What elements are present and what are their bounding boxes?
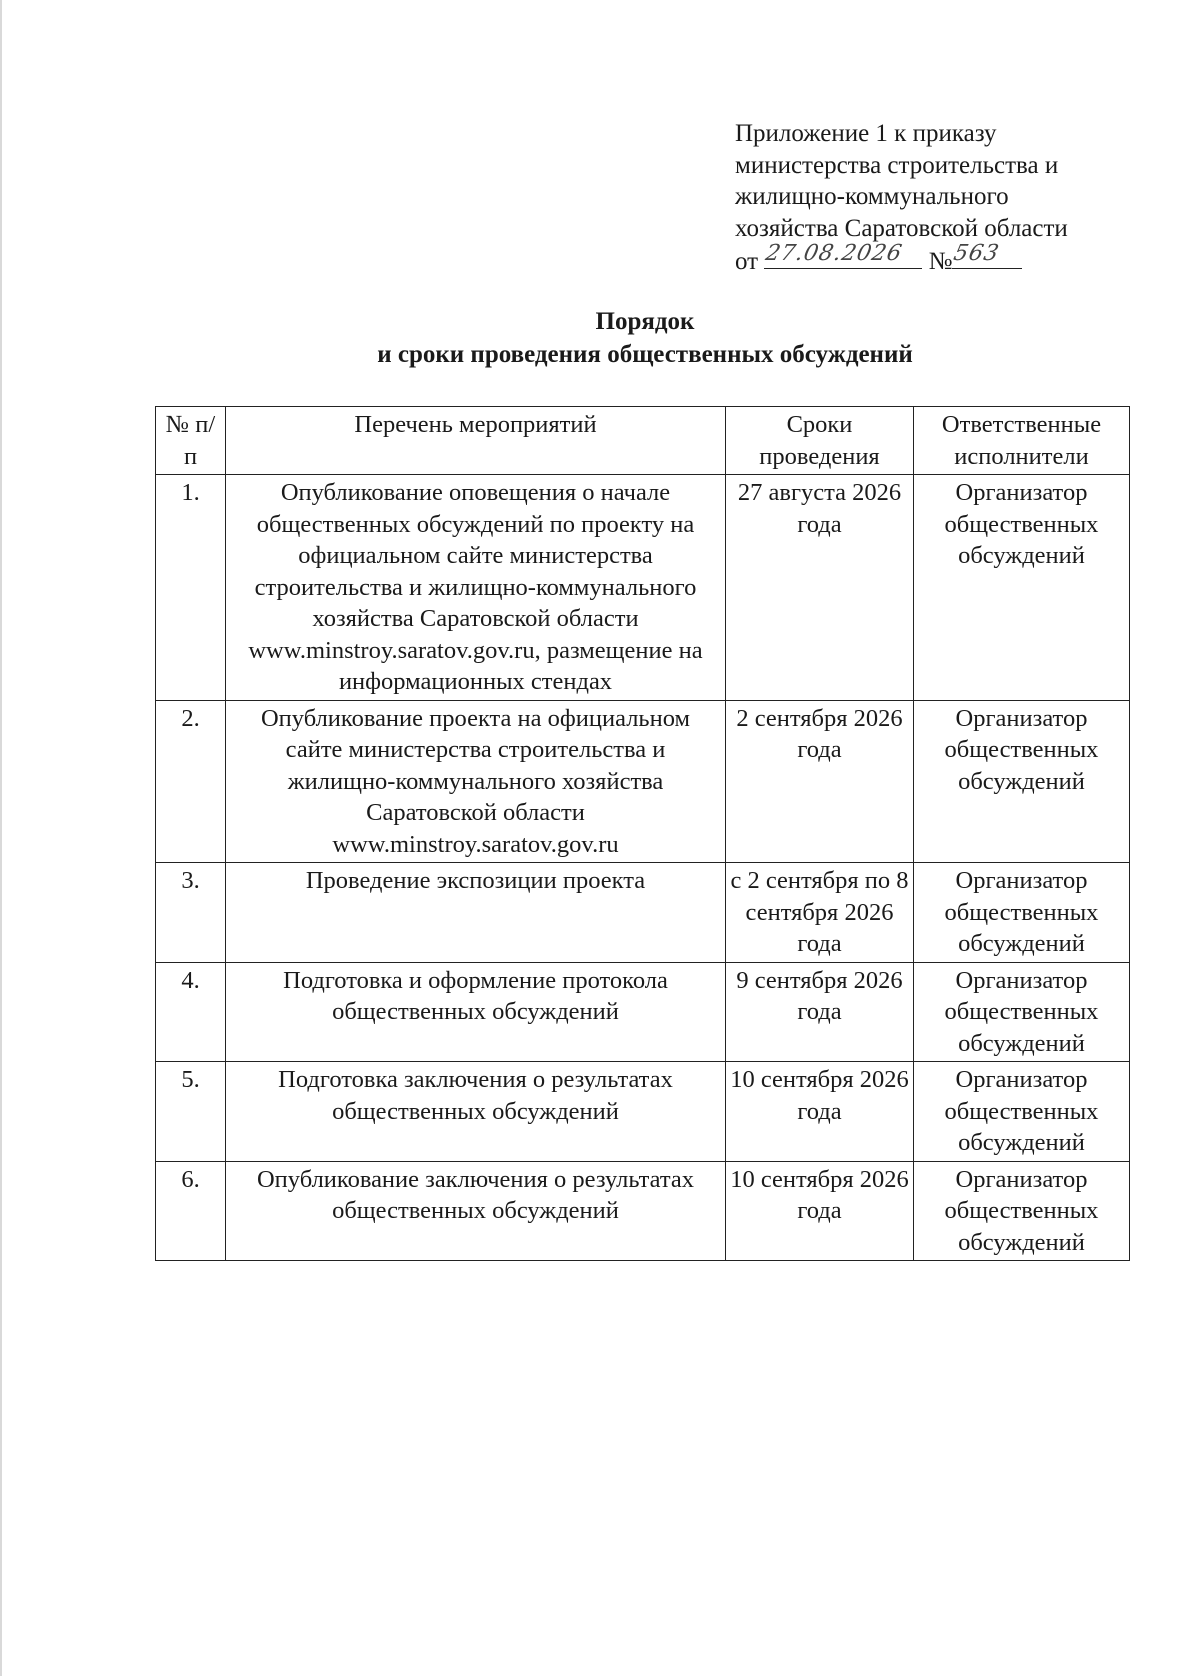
handwritten-date: 27.08.2026 bbox=[764, 244, 922, 269]
table-row bbox=[156, 962, 1130, 1062]
table-row bbox=[156, 1062, 1130, 1162]
header-date-line bbox=[735, 240, 1155, 278]
row-responsible: Организатор общественных обсуждений bbox=[914, 1062, 1130, 1162]
row-responsible: Организатор общественных обсуждений bbox=[914, 1161, 1130, 1261]
title-line: и сроки проведения общественных обсуждений bbox=[377, 341, 913, 368]
table-header-row bbox=[156, 407, 1130, 475]
header-cell-number: № п/п bbox=[156, 407, 226, 475]
handwritten-number: 563 bbox=[952, 244, 1022, 269]
row-number: 1. bbox=[156, 475, 226, 701]
table-row bbox=[156, 1161, 1130, 1261]
row-responsible: Организатор общественных обсуждений bbox=[914, 475, 1130, 701]
row-number: 6. bbox=[156, 1161, 226, 1261]
row-responsible: Организатор общественных обсуждений bbox=[914, 962, 1130, 1062]
row-date: с 2 сентября по 8 сентября 2026 года bbox=[726, 863, 914, 963]
row-date: 2 сентября 2026 года bbox=[726, 700, 914, 863]
title-line: Порядок bbox=[595, 308, 695, 335]
scan-edge bbox=[0, 0, 2, 1676]
row-number: 4. bbox=[156, 962, 226, 1062]
header-line: министерства строительства и bbox=[735, 151, 1059, 179]
row-activity: Опубликование заключения о результатах общественных обсуждений bbox=[226, 1161, 726, 1261]
row-date: 10 сентября 2026 года bbox=[726, 1062, 914, 1162]
row-activity: Подготовка заключения о результатах общественных обсуждений bbox=[226, 1062, 726, 1162]
from-label: от bbox=[735, 248, 759, 275]
row-activity: Проведение экспозиции проекта bbox=[226, 863, 726, 963]
table-row bbox=[156, 700, 1130, 863]
header-line: хозяйства Саратовской области bbox=[735, 214, 1068, 242]
row-date: 10 сентября 2026 года bbox=[726, 1161, 914, 1261]
table-row bbox=[156, 863, 1130, 963]
row-number: 5. bbox=[156, 1062, 226, 1162]
row-responsible: Организатор общественных обсуждений bbox=[914, 700, 1130, 863]
header-cell-responsible: Ответственные исполнители bbox=[914, 407, 1130, 475]
header-cell-date: Сроки проведения bbox=[726, 407, 914, 475]
header-line: жилищно-коммунального bbox=[735, 183, 1009, 210]
table-row bbox=[156, 475, 1130, 701]
schedule-table bbox=[155, 406, 1130, 1261]
row-activity: Подготовка и оформление протокола общественных обсуждений bbox=[226, 962, 726, 1062]
row-activity: Опубликование проекта на официальном сайте министерства строительства и жилищно-коммунального хозяйства Саратовской области www.minstroy.saratov.gov.ru bbox=[226, 700, 726, 863]
header-line: Приложение 1 к приказу bbox=[735, 120, 997, 147]
row-date: 9 сентября 2026 года bbox=[726, 962, 914, 1062]
row-responsible: Организатор общественных обсуждений bbox=[914, 863, 1130, 963]
number-label: № bbox=[928, 248, 953, 275]
row-number: 3. bbox=[156, 863, 226, 963]
header-cell-activity: Перечень мероприятий bbox=[226, 407, 726, 475]
appendix-header bbox=[735, 118, 1155, 278]
row-date: 27 августа 2026 года bbox=[726, 475, 914, 701]
row-activity: Опубликование оповещения о начале общественных обсуждений по проекту на официальном сайте министерства строительства и жилищно-коммунального хозяйства Саратовской области www.minstroy.saratov.gov.ru, размещение на информационных стендах bbox=[226, 475, 726, 701]
row-number: 2. bbox=[156, 700, 226, 863]
document-title bbox=[0, 305, 1200, 371]
